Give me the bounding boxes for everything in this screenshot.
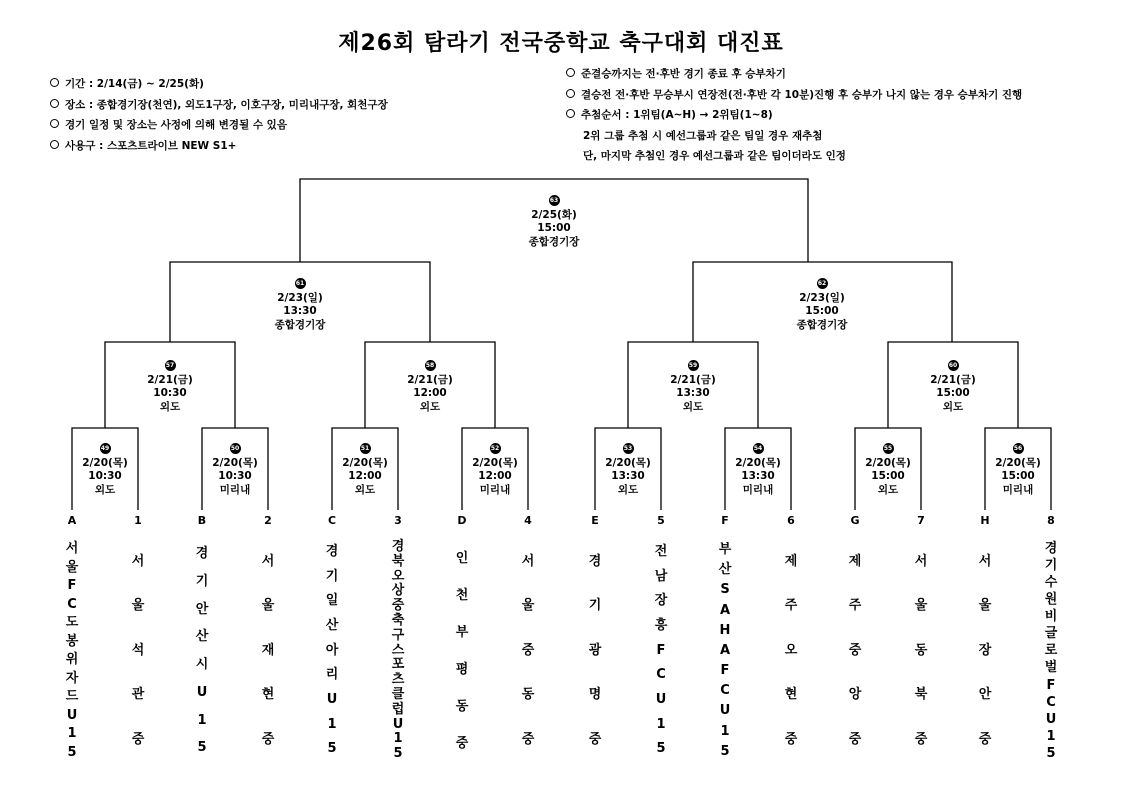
match-date: 2/21(금) — [147, 373, 193, 386]
match-quarterfinal-2 — [385, 360, 475, 414]
match-venue: 외도 — [159, 400, 181, 413]
note-period: 기간 : 2/14(금) ~ 2/25(화) — [50, 74, 388, 95]
team-name: 경 기 안 산 시 U 1 5 — [195, 546, 209, 756]
match-number-badge: 56 — [1013, 445, 1023, 452]
match-quarterfinal-4 — [908, 360, 998, 414]
match-number-badge: 60 — [948, 362, 958, 369]
note-final-rule: 결승전 전·후반 무승부시 연장전(전·후반 각 10분)진행 후 승부가 나지 않는 경우 승부차기 진행 — [566, 85, 1022, 106]
team-code: H — [980, 514, 990, 527]
team-name: 서 울 중 동 중 — [521, 554, 535, 747]
match-round16-3 — [320, 443, 410, 497]
match-round16-7 — [843, 443, 933, 497]
match-date: 2/21(금) — [407, 373, 453, 386]
team-code: 2 — [264, 514, 272, 527]
match-number-badge: 59 — [688, 362, 698, 369]
match-time: 10:30 — [218, 470, 252, 482]
team-code: A — [67, 514, 77, 527]
team-name: 경 기 일 산 아 리 U 1 5 — [325, 544, 339, 757]
team-name: 서 울 석 관 중 — [131, 554, 145, 747]
match-time: 15:00 — [871, 470, 905, 482]
match-number-badge: 62 — [817, 280, 827, 287]
match-semifinal-2 — [777, 278, 867, 332]
match-date: 2/21(금) — [930, 373, 976, 386]
match-date: 2/20(목) — [212, 456, 258, 469]
note-venues: 장소 : 종합경기장(천연), 외도1구장, 이호구장, 미리내구장, 회천구장 — [50, 95, 388, 116]
team-code: 1 — [134, 514, 142, 527]
match-time: 12:00 — [413, 387, 447, 399]
match-date: 2/21(금) — [670, 373, 716, 386]
team-code: F — [721, 514, 729, 527]
match-venue: 외도 — [617, 483, 639, 496]
match-venue: 종합경기장 — [274, 318, 326, 331]
match-number-badge: 54 — [753, 445, 763, 452]
team-code: E — [591, 514, 599, 527]
team-code: 8 — [1047, 514, 1055, 527]
match-time: 10:30 — [88, 470, 122, 482]
match-number-badge: 55 — [883, 445, 893, 452]
match-venue: 종합경기장 — [528, 235, 580, 248]
match-number-badge: 61 — [295, 280, 305, 287]
match-number-badge: 57 — [165, 362, 175, 369]
match-quarterfinal-1 — [125, 360, 215, 414]
match-venue: 외도 — [354, 483, 376, 496]
team-name: 서 울 F C 도 봉 위 자 드 U 1 5 — [65, 541, 79, 760]
team-name: 전 남 장 흥 F C U 1 5 — [654, 544, 668, 757]
match-venue: 외도 — [942, 400, 964, 413]
team-code: 4 — [524, 514, 532, 527]
note-ball: 사용구 : 스포츠트라이브 NEW S1+ — [50, 136, 388, 157]
team-name: 제 주 중 앙 중 — [848, 554, 862, 747]
team-name: 서 울 재 현 중 — [261, 554, 275, 747]
team-name: 인 천 부 평 동 중 — [455, 551, 469, 751]
match-time: 13:30 — [741, 470, 775, 482]
match-final — [509, 195, 599, 249]
team-code: B — [197, 514, 207, 527]
match-round16-8 — [973, 443, 1063, 497]
match-number-badge: 49 — [100, 445, 110, 452]
match-time: 15:00 — [805, 305, 839, 317]
match-time: 15:00 — [537, 222, 571, 234]
match-round16-2 — [190, 443, 280, 497]
team-name: 경 기 수 원 비 글 로 벌 F C U 1 5 — [1044, 541, 1058, 761]
match-number-badge: 58 — [425, 362, 435, 369]
team-code: 6 — [787, 514, 795, 527]
match-time: 13:30 — [283, 305, 317, 317]
team-code: D — [457, 514, 467, 527]
match-date: 2/25(화) — [531, 208, 577, 221]
match-number-badge: 50 — [230, 445, 240, 452]
note-draw-order: 추첨순서 : 1위팀(A~H) → 2위팀(1~8) — [566, 105, 1022, 126]
match-round16-6 — [713, 443, 803, 497]
page-title: 제26회 탐라기 전국중학교 축구대회 대진표 — [338, 31, 784, 56]
match-quarterfinal-3 — [648, 360, 738, 414]
match-date: 2/20(목) — [342, 456, 388, 469]
team-code: C — [327, 514, 337, 527]
match-date: 2/23(일) — [799, 291, 845, 304]
match-venue: 미리내 — [742, 483, 774, 496]
match-round16-4 — [450, 443, 540, 497]
team-code: G — [850, 514, 860, 527]
team-name: 부 산 S A H A F C U 1 5 — [718, 542, 732, 759]
match-round16-5 — [583, 443, 673, 497]
match-venue: 외도 — [94, 483, 116, 496]
match-number-badge: 63 — [549, 197, 559, 204]
match-venue: 외도 — [419, 400, 441, 413]
match-time: 12:00 — [478, 470, 512, 482]
match-venue: 미리내 — [1002, 483, 1034, 496]
match-venue: 외도 — [877, 483, 899, 496]
team-name: 서 울 장 안 중 — [978, 554, 992, 747]
match-date: 2/20(목) — [865, 456, 911, 469]
match-date: 2/20(목) — [735, 456, 781, 469]
team-name: 경 북 오 상 중 축 구 스 포 츠 클 럽 U 1 5 — [391, 539, 405, 762]
match-number-badge: 52 — [490, 445, 500, 452]
note-change: 경기 일정 및 장소는 사정에 의해 변경될 수 있음 — [50, 115, 388, 136]
note-redraw: 2위 그룹 추첨 시 예선그룹과 같은 팀일 경우 재추첨 — [583, 129, 823, 142]
note-last-draw: 단, 마지막 추첨인 경우 예선그룹과 같은 팀이더라도 인정 — [583, 150, 846, 162]
match-date: 2/20(목) — [472, 456, 518, 469]
note-shootout: 준결승까지는 전·후반 경기 종료 후 승부차기 — [566, 64, 1022, 85]
team-name: 서 울 동 북 중 — [914, 554, 928, 747]
team-name: 경 기 광 명 중 — [588, 554, 602, 747]
team-code: 7 — [917, 514, 925, 527]
match-time: 15:00 — [1001, 470, 1035, 482]
match-venue: 종합경기장 — [796, 318, 848, 331]
match-venue: 외도 — [682, 400, 704, 413]
match-time: 10:30 — [153, 387, 187, 399]
match-venue: 미리내 — [219, 483, 251, 496]
match-time: 12:00 — [348, 470, 382, 482]
match-venue: 미리내 — [479, 483, 511, 496]
match-time: 13:30 — [611, 470, 645, 482]
match-date: 2/23(일) — [277, 291, 323, 304]
team-code: 5 — [657, 514, 665, 527]
match-date: 2/20(목) — [82, 456, 128, 469]
match-time: 15:00 — [936, 387, 970, 399]
team-name: 제 주 오 현 중 — [784, 554, 798, 747]
match-number-badge: 51 — [360, 445, 370, 452]
match-round16-1 — [60, 443, 150, 497]
match-number-badge: 53 — [623, 445, 633, 452]
match-date: 2/20(목) — [995, 456, 1041, 469]
match-semifinal-1 — [255, 278, 345, 332]
match-date: 2/20(목) — [605, 456, 651, 469]
team-code: 3 — [394, 514, 402, 527]
match-time: 13:30 — [676, 387, 710, 399]
